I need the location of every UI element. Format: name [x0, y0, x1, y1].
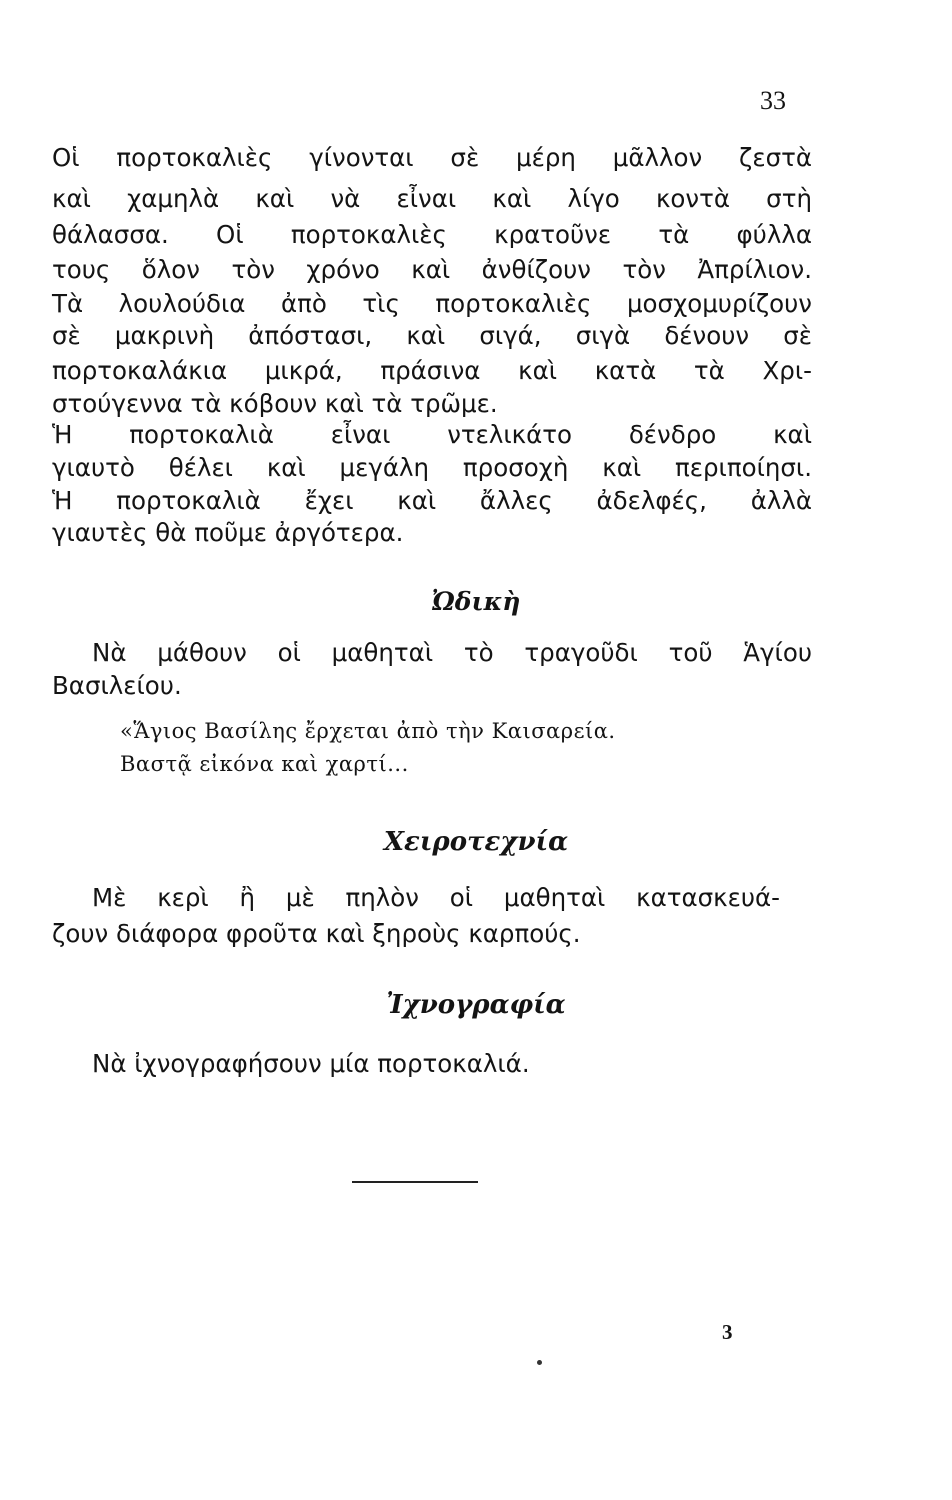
ink-speck	[537, 1360, 542, 1365]
signature-mark: 3	[722, 1320, 733, 1344]
paragraph-line-4: τους ὅλον τὸν χρόνο καὶ ἀνθίζουν τὸν Ἀπρίλιον.	[52, 255, 812, 284]
odiki-line-2: Βασιλείου.	[52, 671, 182, 700]
ichnografia-heading: Ἰχνογραφία	[386, 990, 566, 1020]
paragraph-line-1: Οἱ πορτοκαλιὲς γίνονται σὲ μέρη μᾶλλον ζεστὰ	[52, 143, 812, 172]
paragraph-line-12: γιαυτὲς θὰ ποῦμε ἀργότερα.	[52, 518, 404, 547]
paragraph-line-2: καὶ χαμηλὰ καὶ νὰ εἶναι καὶ λίγο κοντὰ στὴ	[52, 184, 812, 213]
xeirotexnia-line-2: ζουν διάφορα φροῦτα καὶ ξηροὺς καρπούς.	[52, 919, 581, 948]
quote-line-1: «Ἅγιος Βασίλης ἔρχεται ἀπὸ τὴν Καισαρεία.	[120, 719, 616, 743]
paragraph-line-10: γιαυτὸ θέλει καὶ μεγάλη προσοχὴ καὶ περιποίησι.	[52, 453, 812, 482]
paragraph-line-6: σὲ μακρινὴ ἀπόστασι, καὶ σιγά, σιγὰ δένουν σὲ	[52, 321, 812, 350]
xeirotexnia-line-1: Μὲ κερὶ ἢ μὲ πηλὸν οἱ μαθηταὶ κατασκευά-	[92, 883, 780, 912]
quote-line-2: Βαστᾷ εἰκόνα καὶ χαρτί...	[120, 752, 409, 776]
paragraph-line-8: στούγεννα τὰ κόβουν καὶ τὰ τρῶμε.	[52, 389, 498, 418]
page-number: 33	[760, 86, 786, 115]
paragraph-line-3: θάλασσα. Οἱ πορτοκαλιὲς κρατοῦνε τὰ φύλλα	[52, 220, 812, 249]
ichnografia-line-1: Νὰ ἰχνογραφήσουν μία πορτοκαλιά.	[92, 1049, 530, 1078]
odiki-heading: Ὠδικὴ	[431, 587, 521, 616]
section-divider-rule	[352, 1181, 478, 1183]
paragraph-line-5: Τὰ λουλούδια ἀπὸ τὶς πορτοκαλιὲς μοσχομυρίζουν	[52, 289, 812, 318]
paragraph-line-7: πορτοκαλάκια μικρά, πράσινα καὶ κατὰ τὰ Χρι-	[52, 356, 812, 385]
paragraph-line-9: Ἡ πορτοκαλιὰ εἶναι ντελικάτο δένδρο καὶ	[52, 420, 812, 449]
xeirotexnia-heading: Χειροτεχνία	[383, 827, 569, 857]
odiki-line-1: Νὰ μάθουν οἱ μαθηταὶ τὸ τραγοῦδι τοῦ Ἁγίου	[92, 638, 812, 667]
paragraph-line-11: Ἡ πορτοκαλιὰ ἔχει καὶ ἄλλες ἀδελφές, ἀλλὰ	[52, 486, 812, 515]
